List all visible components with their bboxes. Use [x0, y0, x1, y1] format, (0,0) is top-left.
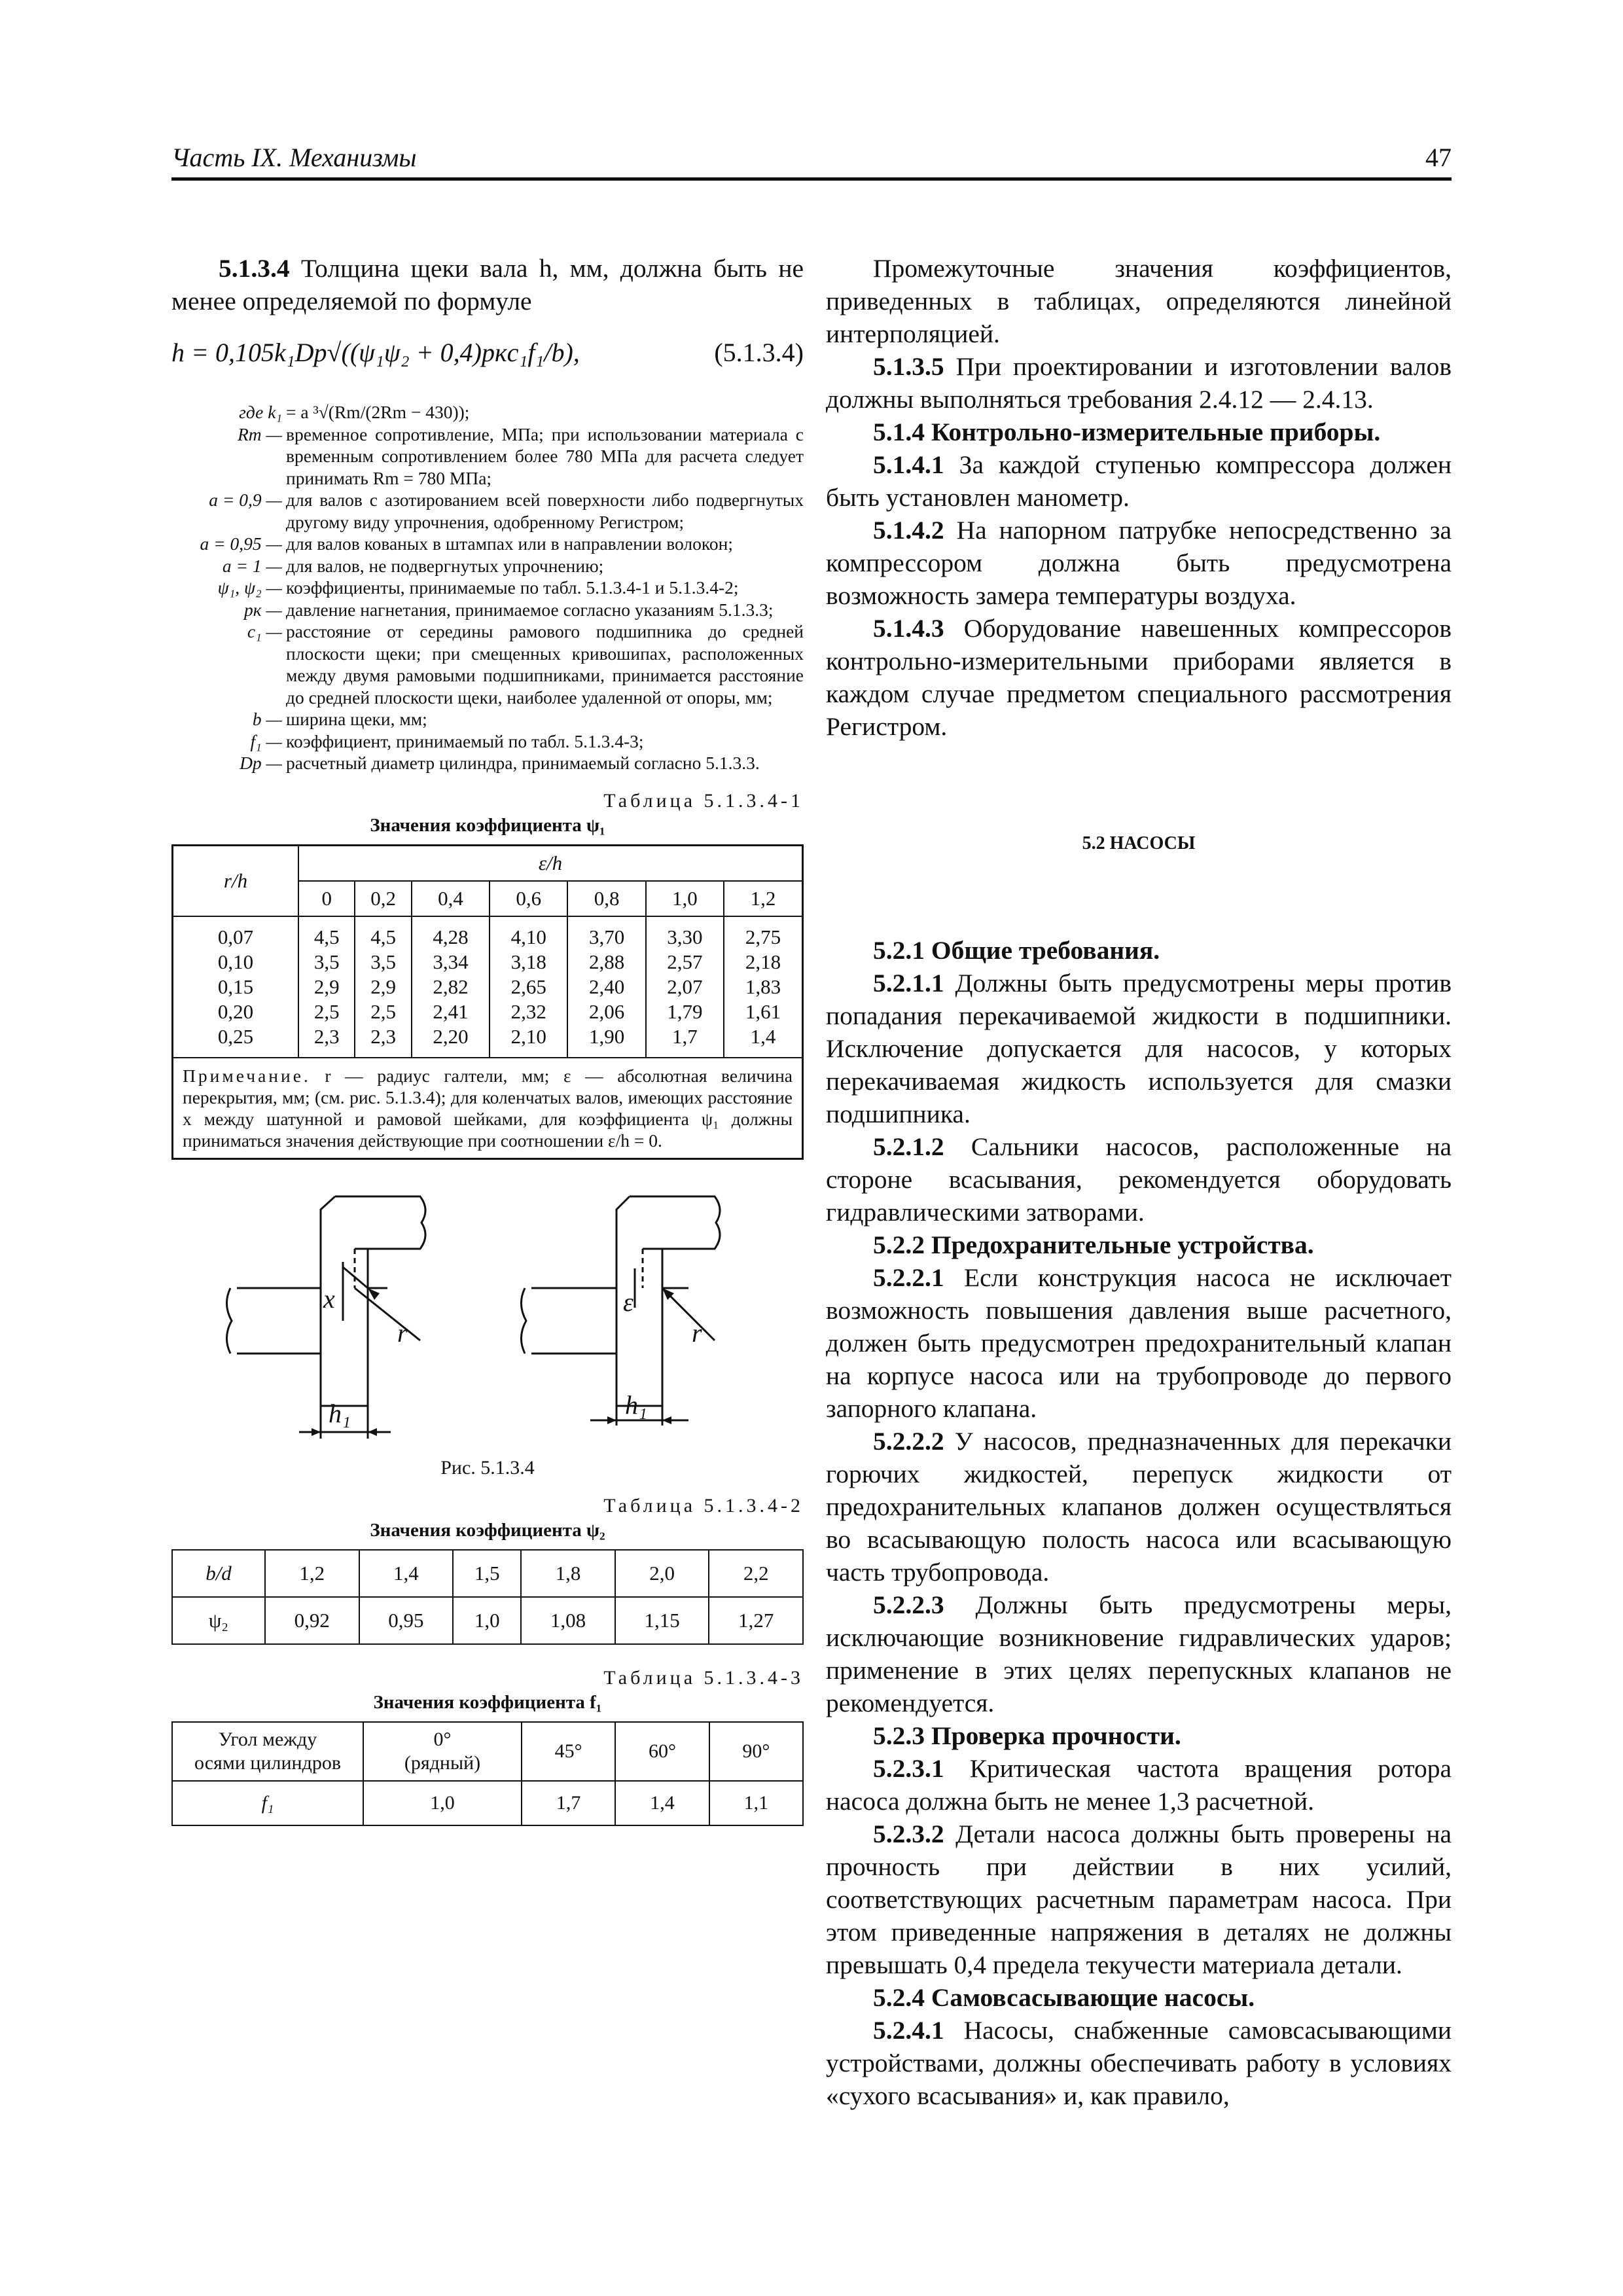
table-psi1 — [171, 844, 804, 1160]
table-cell: f₁ — [172, 1781, 363, 1825]
definition-term: Rm — — [238, 423, 282, 444]
definition-desc: для валов, не подвергнутых упрочнению; — [286, 555, 604, 576]
running-title: Часть IX. Механизмы — [171, 143, 417, 172]
table-header-cell: 0,8 — [567, 881, 645, 916]
definition-desc: коэффициенты, принимаемые по табл. 5.1.3.4-1 и 5.1.3.4-2; — [286, 577, 739, 598]
paragraph-text: Оборудование навешенных компрессоров контрольно-измерительными приборами является в каждом случае предметом специального рассмотрения Регистром. — [826, 614, 1452, 741]
table-header-cell: b/d — [172, 1550, 265, 1597]
definition-item — [171, 555, 804, 577]
table-header-cell: 0° (рядный) — [363, 1722, 522, 1781]
definition-term: f₁ — — [250, 730, 282, 751]
table-header-cell: 0,6 — [490, 881, 567, 916]
table-header-cell: 0 — [298, 881, 355, 916]
table-header-cell: 0,2 — [355, 881, 411, 916]
page-header — [171, 139, 1452, 177]
definition-desc: ширина щеки, мм; — [286, 709, 427, 729]
paragraph-text: Если конструкция насоса не исключает возможность повышения давления выше расчетного, должен быть предусмотрен предохранительный клапан на корпусе насоса или на трубопроводе до первого запорного клапана. — [826, 1263, 1452, 1423]
formula — [171, 337, 804, 376]
definition-item — [171, 401, 804, 423]
subsection-heading: 5.2.1 Общие требования. — [873, 936, 1160, 965]
clause-number: 5.2.1.1 — [873, 969, 944, 997]
paragraph-text: Насосы, снабженные самовсасывающими устройствами, должны обеспечивать работу в условиях «сухого всасывания» и, как правило, — [826, 2016, 1452, 2110]
table-header-cell: 1,5 — [453, 1550, 521, 1597]
table-title: Значения коэффициента ψ₂ — [370, 1519, 605, 1541]
definition-item — [171, 620, 804, 708]
definition-term: pк — — [244, 599, 282, 620]
table-row — [172, 1781, 803, 1825]
table-cell: 1,0 — [363, 1781, 522, 1825]
label-r: r — [397, 1318, 408, 1348]
table-cell: 4,5 3,5 2,9 2,5 2,3 — [355, 916, 411, 1058]
note-text: r — радиус галтели, мм; ε — абсолютная величина перекрытия, мм; (см. рис. 5.1.3.4); для коленчатых валов, имеющих расстояние x между шатунной и рамовой шейками, для коэффициента ψ₁ должны приниматься значения действующие при соотношении ε/h = 0. — [183, 1065, 793, 1151]
definition-item — [171, 489, 804, 533]
crankshaft-web-diagram — [171, 1190, 804, 1452]
table-header-cell: 2,0 — [615, 1550, 709, 1597]
table-title: Значения коэффициента ψ₁ — [370, 814, 605, 836]
definitions-list — [171, 401, 804, 774]
table-cell: 0,92 — [265, 1597, 359, 1644]
table-cell: 1,0 — [453, 1597, 521, 1644]
label-h1: h₁ — [625, 1390, 647, 1420]
table-header-cell: 2,2 — [709, 1550, 803, 1597]
subsection-heading: 5.1.4 Контрольно-измерительные приборы. — [873, 418, 1381, 446]
table-cell: 0,07 0,10 0,15 0,20 0,25 — [173, 916, 299, 1058]
paragraph — [826, 1130, 1452, 1229]
table-cell: 1,4 — [615, 1781, 709, 1825]
definition-item — [171, 533, 804, 555]
table-cell: 3,30 2,57 2,07 1,79 1,7 — [646, 916, 724, 1058]
paragraph — [826, 1818, 1452, 1981]
paragraph-5-1-3-4 — [171, 252, 804, 317]
section-heading: 5.2 НАСОСЫ — [1082, 833, 1196, 853]
table-header-cell: 1,2 — [724, 881, 802, 916]
paragraph-text: При проектировании и изготовлении валов должны выполняться требования 2.4.12 — 2.4.13. — [826, 352, 1452, 414]
paragraph — [826, 612, 1452, 743]
definition-desc: для валов кованых в штампах или в направлении волокон; — [286, 533, 733, 554]
definition-item — [171, 708, 804, 730]
subsection-heading: 5.2.3 Проверка прочности. — [873, 1721, 1181, 1750]
table-cell: ψ₂ — [172, 1597, 265, 1644]
formula-number: (5.1.3.4) — [714, 338, 804, 367]
paragraph — [826, 350, 1452, 416]
clause-number: 5.2.4.1 — [873, 2016, 944, 2045]
table-header-cell: 1,2 — [265, 1550, 359, 1597]
table-row — [173, 916, 803, 1058]
definition-term: где k₁ — [239, 402, 282, 422]
paragraph-text: Сальники насосов, расположенные на стороне всасывания, рекомендуется оборудовать гидравлическими затворами. — [826, 1132, 1452, 1227]
table-header-cell: 1,4 — [359, 1550, 454, 1597]
table-note — [173, 1058, 803, 1159]
subsection-heading: 5.2.4 Самовсасывающие насосы. — [873, 1983, 1255, 2012]
table-note-row — [173, 1058, 803, 1159]
label-epsilon: ε — [623, 1287, 633, 1317]
definition-desc: временное сопротивление, МПа; при использовании материала с временным сопротивлением более 780 МПа для расчета следует принимать Rm = 780 МПа; — [286, 423, 804, 488]
paragraph — [826, 967, 1452, 1130]
table-row-header: r/h — [173, 845, 299, 916]
definition-term: a = 1 — — [222, 555, 282, 576]
definition-term: a = 0,9 — — [209, 490, 282, 510]
paragraph: Промежуточные значения коэффициентов, приведенных в таблицах, определяются линейной интерполяцией. — [826, 254, 1452, 348]
header-rule — [171, 177, 1452, 181]
definition-desc: давление нагнетания, принимаемое согласно указаниям 5.1.3.3; — [286, 599, 774, 620]
clause-number: 5.1.3.5 — [873, 352, 944, 381]
paragraph-text: За каждой ступенью компрессора должен быть установлен манометр. — [826, 450, 1452, 512]
table-header-cell: 45° — [522, 1722, 615, 1781]
table-cell: 1,7 — [522, 1781, 615, 1825]
definition-item — [171, 577, 804, 599]
table-caption: Таблица 5.1.3.4-3 — [603, 1666, 804, 1689]
table-row — [172, 1597, 803, 1644]
table-cell: 4,5 3,5 2,9 2,5 2,3 — [298, 916, 355, 1058]
definition-desc: коэффициент, принимаемый по табл. 5.1.3.4-3; — [286, 730, 644, 751]
figure-5-1-3-4 — [171, 1190, 804, 1452]
label-r: r — [692, 1318, 702, 1348]
definition-item — [171, 599, 804, 621]
paragraph-text: Должны быть предусмотрены меры, исключающие возникновение гидравлических ударов; применение в этих целях перепускных клапанов не рекомендуется. — [826, 1590, 1452, 1717]
clause-number: 5.2.1.2 — [873, 1132, 944, 1161]
paragraph-text: У насосов, предназначенных для перекачки горючих жидкостей, перепуск жидкости от предохранительных клапанов должен осуществляться во всасывающую полость насоса или всасывающую часть трубопровода. — [826, 1427, 1452, 1587]
table-header-cell: 1,8 — [521, 1550, 615, 1597]
definition-term: Dр — — [240, 753, 282, 773]
table-cell: 4,10 3,18 2,65 2,32 2,10 — [490, 916, 567, 1058]
paragraph — [826, 448, 1452, 514]
definition-item — [171, 730, 804, 753]
table-title: Значения коэффициента f₁ — [373, 1691, 602, 1713]
table-group-header: ε/h — [298, 845, 803, 881]
clause-number: 5.2.3.1 — [873, 1754, 944, 1783]
paragraph — [826, 1425, 1452, 1588]
page-number: 47 — [1425, 143, 1452, 172]
paragraph — [826, 1261, 1452, 1425]
definition-desc: = a ³√(Rm/(2Rm − 430)); — [286, 402, 470, 422]
table-header-cell: Угол между осями цилиндров — [172, 1722, 363, 1781]
subsection-heading: 5.2.2 Предохранительные устройства. — [873, 1230, 1314, 1259]
clause-number: 5.2.3.2 — [873, 1820, 944, 1848]
paragraph — [826, 514, 1452, 612]
definition-item — [171, 423, 804, 490]
clause-number: 5.2.2.1 — [873, 1263, 944, 1292]
definition-desc: для валов с азотированием всей поверхности либо подвергнутых другому виду упрочнения, одобренному Регистром; — [286, 490, 804, 532]
clause-number: 5.2.2.3 — [873, 1590, 944, 1619]
paragraph-text: Должны быть предусмотрены меры против попадания перекачиваемой жидкости в подшипники. Исключение допускается для насосов, у которых перекачиваемая жидкость используется для смазки подшипника. — [826, 969, 1452, 1128]
table-caption: Таблица 5.1.3.4-1 — [603, 789, 804, 812]
table-header-row — [172, 1722, 803, 1781]
clause-number: 5.1.3.4 — [219, 254, 290, 283]
paragraph-text: Детали насоса должны быть проверены на прочность при действии в них усилий, соответствующих расчетным параметрам насоса. При этом приведенные напряжения в деталях не должны превышать 0,4 предела текучести материала детали. — [826, 1820, 1452, 1979]
paragraph-text: На напорном патрубке непосредственно за компрессором должна быть предусмотрена возможность замера температуры воздуха. — [826, 516, 1452, 610]
paragraph — [826, 1752, 1452, 1818]
clause-number: 5.1.4.2 — [873, 516, 944, 545]
table-caption: Таблица 5.1.3.4-2 — [603, 1494, 804, 1516]
paragraph-text: Толщина щеки вала h, мм, должна быть не менее определяемой по формуле — [171, 254, 804, 315]
table-cell: 1,1 — [709, 1781, 803, 1825]
table-header-cell: 0,4 — [412, 881, 490, 916]
table-cell: 1,27 — [709, 1597, 803, 1644]
definition-desc: расстояние от середины рамового подшипника до средней плоскости щеки; при смещенных кривошипах, расположенных между двумя рамовыми подшипниками, принимается расстояние до средней плоскости щеки, наиболее удаленной от опоры, мм; — [286, 621, 804, 708]
definition-term: b — — [252, 709, 282, 729]
table-psi2 — [171, 1549, 804, 1645]
table-cell: 3,70 2,88 2,40 2,06 1,90 — [567, 916, 645, 1058]
clause-number: 5.2.2.2 — [873, 1427, 944, 1456]
table-header-cell: 1,0 — [646, 881, 724, 916]
table-cell: 0,95 — [359, 1597, 454, 1644]
left-column — [171, 252, 804, 1826]
table-header-cell: 60° — [615, 1722, 709, 1781]
table-cell: 4,28 3,34 2,82 2,41 2,20 — [412, 916, 490, 1058]
definition-term: ψ₁, ψ₂ — — [217, 577, 282, 598]
paragraph — [826, 2014, 1452, 2112]
table-header-row — [172, 1550, 803, 1597]
paragraph-text: Критическая частота вращения ротора насоса должна быть не менее 1,3 расчетной. — [826, 1754, 1452, 1816]
table-header-cell: 90° — [709, 1722, 803, 1781]
definition-term: c₁ — — [247, 621, 282, 641]
label-x: x — [323, 1283, 335, 1314]
formula-expression: h = 0,105k₁Dр√((ψ₁ψ₂ + 0,4)pкc₁f₁/b), — [171, 338, 580, 367]
table-cell: 2,75 2,18 1,83 1,61 1,4 — [724, 916, 802, 1058]
clause-number: 5.1.4.3 — [873, 614, 944, 643]
definition-desc: расчетный диаметр цилиндра, принимаемый согласно 5.1.3.3. — [286, 753, 760, 773]
clause-number: 5.1.4.1 — [873, 450, 944, 479]
paragraph — [826, 1588, 1452, 1719]
table-cell: 1,08 — [521, 1597, 615, 1644]
figure-caption: Рис. 5.1.3.4 — [440, 1456, 535, 1479]
label-h1: h₁ — [329, 1398, 351, 1428]
note-label: Примечание. — [183, 1065, 311, 1086]
definition-term: a = 0,95 — — [200, 533, 282, 554]
definition-item — [171, 752, 804, 774]
table-f1 — [171, 1721, 804, 1826]
table-cell: 1,15 — [615, 1597, 709, 1644]
right-column — [826, 252, 1452, 2112]
